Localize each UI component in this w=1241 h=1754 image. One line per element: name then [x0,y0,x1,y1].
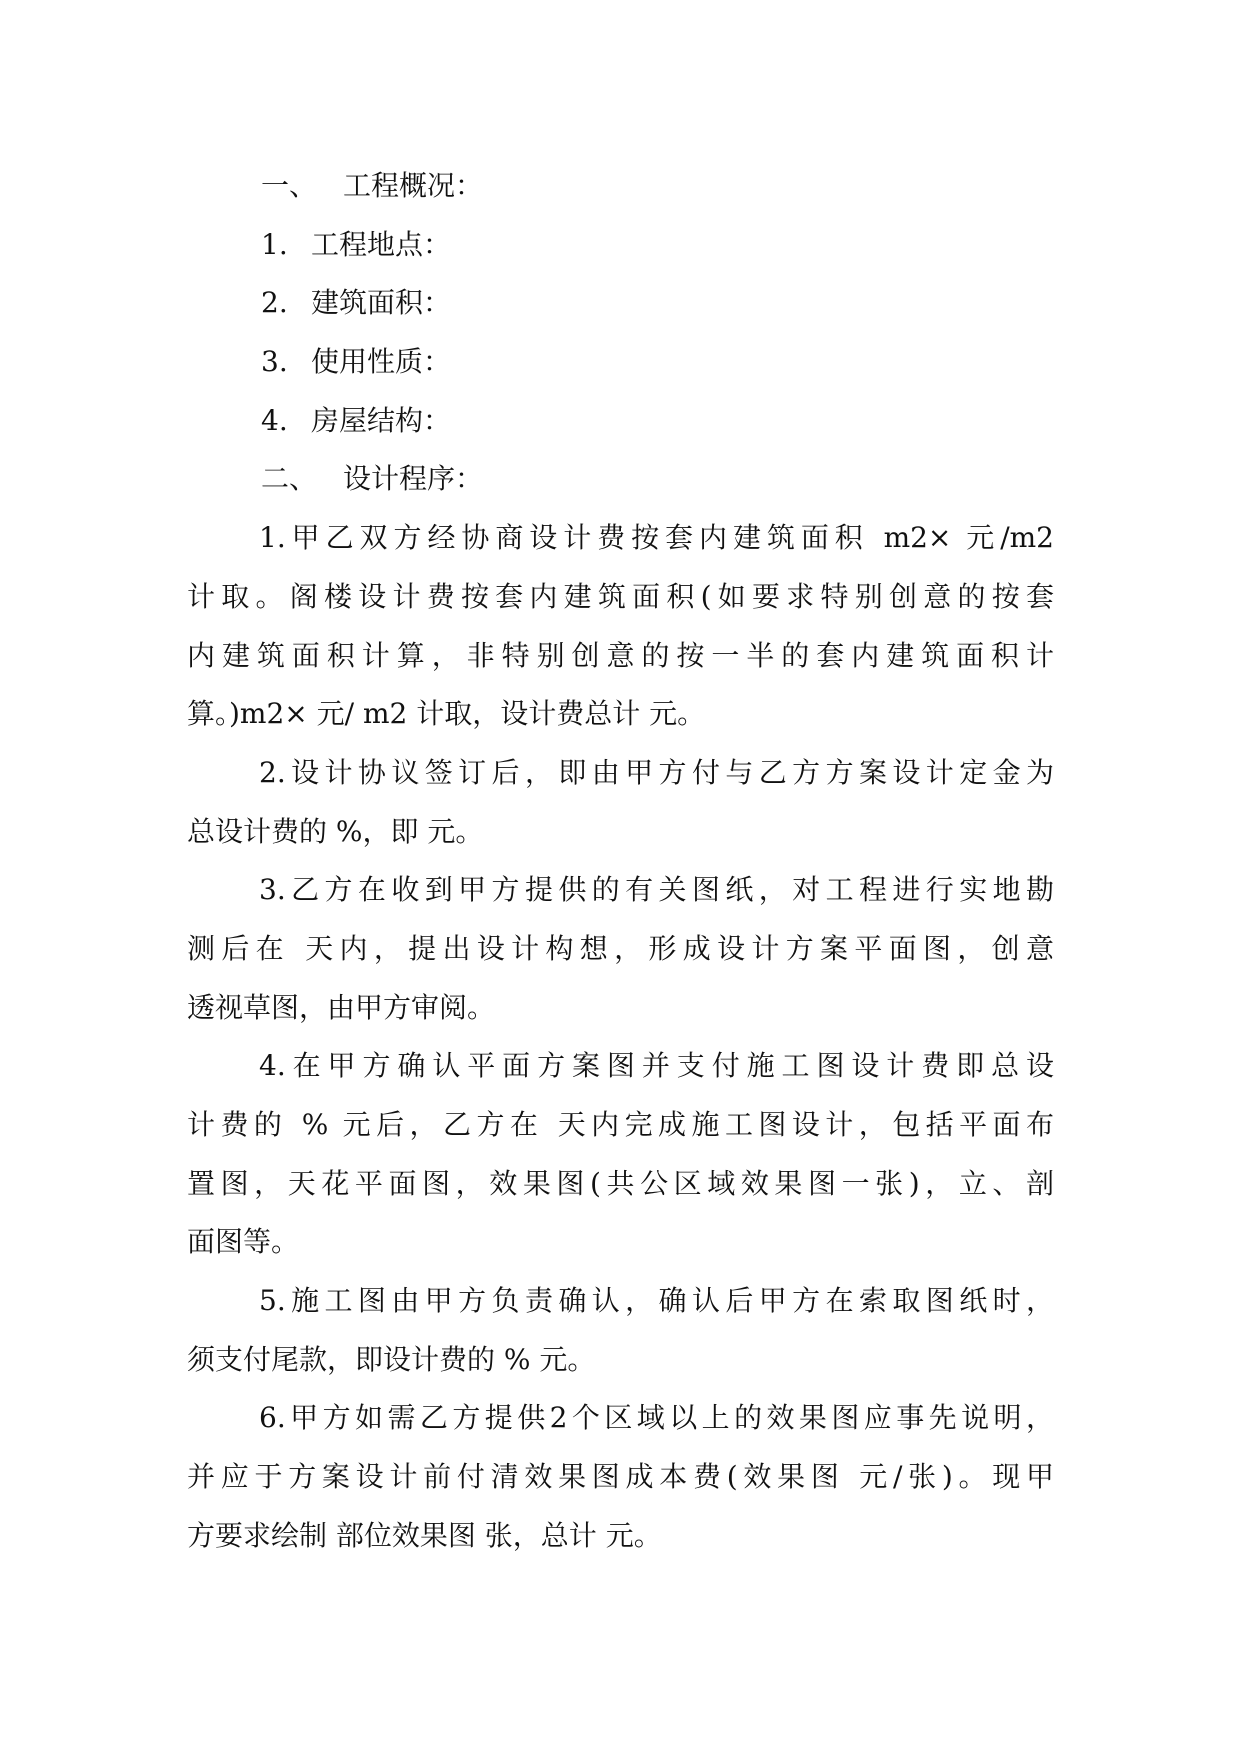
item-label: 使用性质： [311,345,452,379]
item-label: 工程地点： [311,227,452,261]
paragraph-line: 方要求绘制 部位效果图 张，总计 元。 [187,1518,662,1552]
paragraph-line: 面图等。 [187,1225,300,1259]
paragraph-line: 4.在甲方确认平面方案图并支付施工图设计费即总设 [259,1049,1054,1083]
paragraph-line: 透视草图，由甲方审阅。 [187,990,496,1024]
item-number: 3. [261,345,288,379]
paragraph-line: 并应于方案设计前付清效果图成本费(效果图 元/张)。现甲 [187,1460,1054,1494]
procedure-paragraph-2 [187,744,1054,861]
item-number: 4. [261,403,288,437]
procedure-paragraph-3 [187,861,1054,1037]
section-heading-procedure [187,450,1054,509]
overview-item-usage [187,333,1054,392]
procedure-paragraph-5 [187,1272,1054,1389]
paragraph-line: 3.乙方在收到甲方提供的有关图纸，对工程进行实地勘 [259,873,1054,907]
paragraph-line: 6.甲方如需乙方提供2个区域以上的效果图应事先说明， [259,1401,1054,1435]
paragraph-line: 计取。阁楼设计费按套内建筑面积(如要求特别创意的按套 [187,579,1054,613]
paragraph-line: 须支付尾款，即设计费的 % 元。 [187,1342,596,1376]
procedure-paragraph-4 [187,1037,1054,1272]
procedure-paragraph-6 [187,1389,1054,1565]
item-label: 房屋结构： [311,403,452,437]
document-body [187,157,1054,1566]
paragraph-line: 算。)m2× 元/ m2 计取，设计费总计 元。 [187,697,706,731]
paragraph-line: 置图，天花平面图，效果图(共公区域效果图一张)，立、剖 [187,1166,1054,1200]
item-label: 建筑面积： [311,286,452,320]
paragraph-line: 2.设计协议签订后，即由甲方付与乙方方案设计定金为 [259,755,1054,789]
paragraph-line: 计费的 % 元后，乙方在 天内完成施工图设计，包括平面布 [187,1108,1054,1141]
heading-title: 设计程序： [343,462,484,496]
heading-title: 工程概况： [343,169,484,202]
paragraph-line: 内建筑面积计算，非特别创意的按一半的套内建筑面积计 [187,638,1054,672]
overview-item-location [187,216,1054,275]
paragraph-line: 1.甲乙双方经协商设计费按套内建筑面积 m2× 元/m2 [259,521,1054,555]
heading-number: 一、 [261,169,318,202]
paragraph-line: 5.施工图由甲方负责确认，确认后甲方在索取图纸时， [259,1284,1054,1318]
overview-item-area [187,274,1054,333]
item-number: 2. [261,286,288,320]
heading-number: 二、 [261,462,318,496]
item-number: 1. [261,227,288,261]
paragraph-line: 总设计费的 %，即 元。 [187,814,484,848]
overview-item-structure [187,392,1054,451]
section-heading-overview [187,157,1054,216]
paragraph-line: 测后在 天内，提出设计构想，形成设计方案平面图，创意 [187,931,1054,965]
procedure-paragraph-1 [187,509,1054,744]
